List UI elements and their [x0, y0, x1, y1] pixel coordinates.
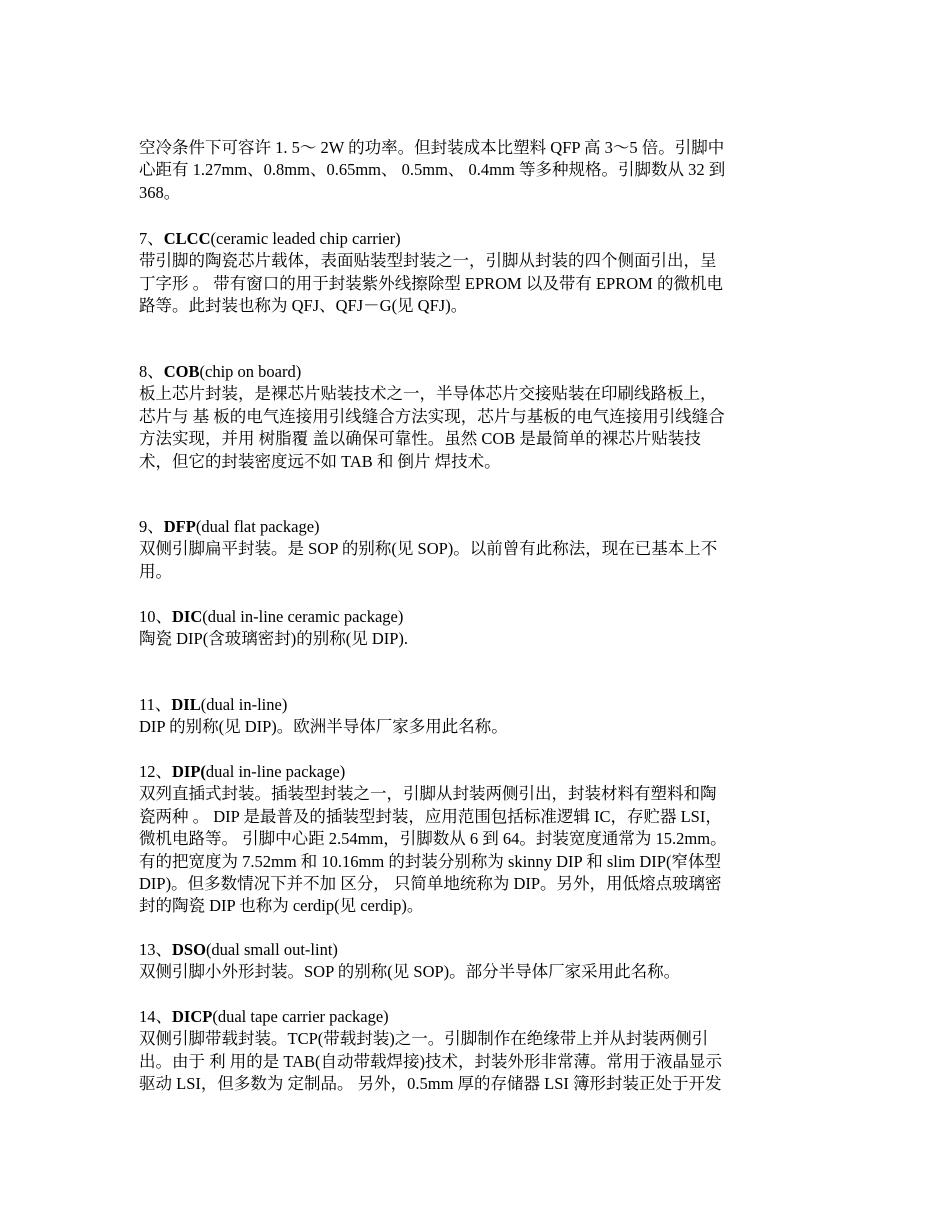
text-line: 出。由于 利 用的是 TAB(自动带载焊接)技术，封装外形非常薄。常用于液晶显示 [139, 1051, 723, 1071]
text-line: 芯片与 基 板的电气连接用引线缝合方法实现，芯片与基板的电气连接用引线缝合 [139, 406, 725, 426]
section-cob [139, 361, 804, 473]
section-fullname: dual in-line package) [205, 762, 346, 781]
text-line: 双侧引脚扁平封装。是 SOP 的别称(见 SOP)。以前曾有此称法，现在已基本上不 [139, 539, 718, 559]
text-line: DIP 的别称(见 DIP)。欧洲半导体厂家多用此名称。 [139, 717, 508, 737]
section-dip [139, 761, 804, 918]
section-term: DICP [172, 1007, 213, 1026]
section-fullname: (dual flat package) [195, 517, 320, 536]
text-line: 带引脚的陶瓷芯片载体，表面贴装型封装之一，引脚从封装的四个侧面引出，呈 [139, 251, 717, 271]
section-heading [139, 1006, 804, 1028]
section-heading [139, 694, 804, 716]
section-term: DIC [172, 607, 203, 626]
section-number: 8、 [139, 362, 164, 381]
section-number: 13、 [139, 940, 172, 959]
section-clcc [139, 228, 804, 318]
section-dic [139, 606, 804, 651]
section-heading [139, 606, 804, 628]
section-number: 14、 [139, 1007, 172, 1026]
section-term: DIL [171, 695, 201, 714]
section-heading [139, 939, 804, 961]
section-number: 10、 [139, 607, 172, 626]
text-line: 微机电路等。 引脚中心距 2.54mm，引脚数从 6 到 64。封装宽度通常为 15.2mm。 [139, 829, 727, 849]
text-line: 心距有 1.27mm、0.8mm、0.65mm、 0.5mm、 0.4mm 等多种规格。引脚数从 32 到 [139, 160, 726, 180]
text-line: 陶瓷 DIP(含玻璃密封)的别称(见 DIP). [139, 629, 409, 649]
section-fullname: (dual tape carrier package) [212, 1007, 389, 1026]
section-number: 11、 [139, 695, 172, 714]
text-line: DIP)。但多数情况下并不加 区分， 只简单地统称为 DIP。另外，用低熔点玻璃密 [139, 874, 722, 894]
section-term: DIP( [172, 762, 206, 781]
section-heading [139, 516, 804, 538]
text-line: 术，但它的封装密度远不如 TAB 和 倒片 焊技术。 [139, 451, 501, 471]
text-line: 双侧引脚带载封装。TCP(带载封装)之一。引脚制作在绝缘带上并从封装两侧引 [139, 1029, 709, 1049]
section-number: 12、 [139, 762, 172, 781]
text-line: 板上芯片封装，是裸芯片贴装技术之一，半导体芯片交接贴装在印刷线路板上， [139, 384, 717, 404]
section-dso [139, 939, 804, 984]
text-line: 瓷两种 。 DIP 是最普及的插装型封装，应用范围包括标准逻辑 IC，存贮器 LSI， [139, 806, 722, 826]
text-line: 方法实现，并用 树脂覆 盖以确保可靠性。虽然 COB 是最简单的裸芯片贴装技 [139, 429, 701, 449]
section-fullname: (ceramic leaded chip carrier) [210, 229, 401, 248]
text-line: 有的把宽度为 7.52mm 和 10.16mm 的封装分别称为 skinny DIP 和 slim DIP(窄体型 [139, 851, 721, 871]
text-line: 驱动 LSI，但多数为 定制品。 另外，0.5mm 厚的存储器 LSI 簿形封装正处于开发 [139, 1074, 722, 1094]
section-dil [139, 694, 804, 739]
section-term: DFP [163, 517, 196, 536]
text-line: 双列直插式封装。插装型封装之一，引脚从封装两侧引出，封装材料有塑料和陶 [139, 784, 717, 804]
section-fullname: (dual in-line ceramic package) [202, 607, 404, 626]
text-line: 空冷条件下可容许 1. 5～ 2W 的功率。但封装成本比塑料 QFP 高 3～5 倍。引脚中 [139, 138, 725, 157]
text-line: 用。 [139, 561, 172, 581]
section-fullname: (chip on board) [199, 362, 302, 381]
section-number: 7、 [139, 229, 164, 248]
intro-paragraph [139, 137, 804, 204]
text-line: 丁字形 。 带有窗口的用于封装紫外线擦除型 EPROM 以及带有 EPROM 的微机电 [139, 273, 723, 293]
section-term: DSO [172, 940, 206, 959]
section-heading [139, 761, 804, 783]
section-dfp [139, 516, 804, 583]
section-fullname: (dual small out-lint) [205, 940, 338, 959]
section-dicp [139, 1006, 804, 1096]
section-heading [139, 228, 804, 250]
text-line: 路等。此封装也称为 QFJ、QFJ－G(见 QFJ)。 [139, 296, 468, 316]
text-line: 368。 [139, 182, 181, 202]
section-fullname: (dual in-line) [200, 695, 288, 714]
section-heading [139, 361, 804, 383]
section-term: CLCC [163, 229, 211, 248]
text-line: 双侧引脚小外形封装。SOP 的别称(见 SOP)。部分半导体厂家采用此名称。 [139, 962, 681, 982]
text-line: 封的陶瓷 DIP 也称为 cerdip(见 cerdip)。 [139, 896, 424, 916]
section-number: 9、 [139, 517, 164, 536]
section-term: COB [163, 362, 200, 381]
